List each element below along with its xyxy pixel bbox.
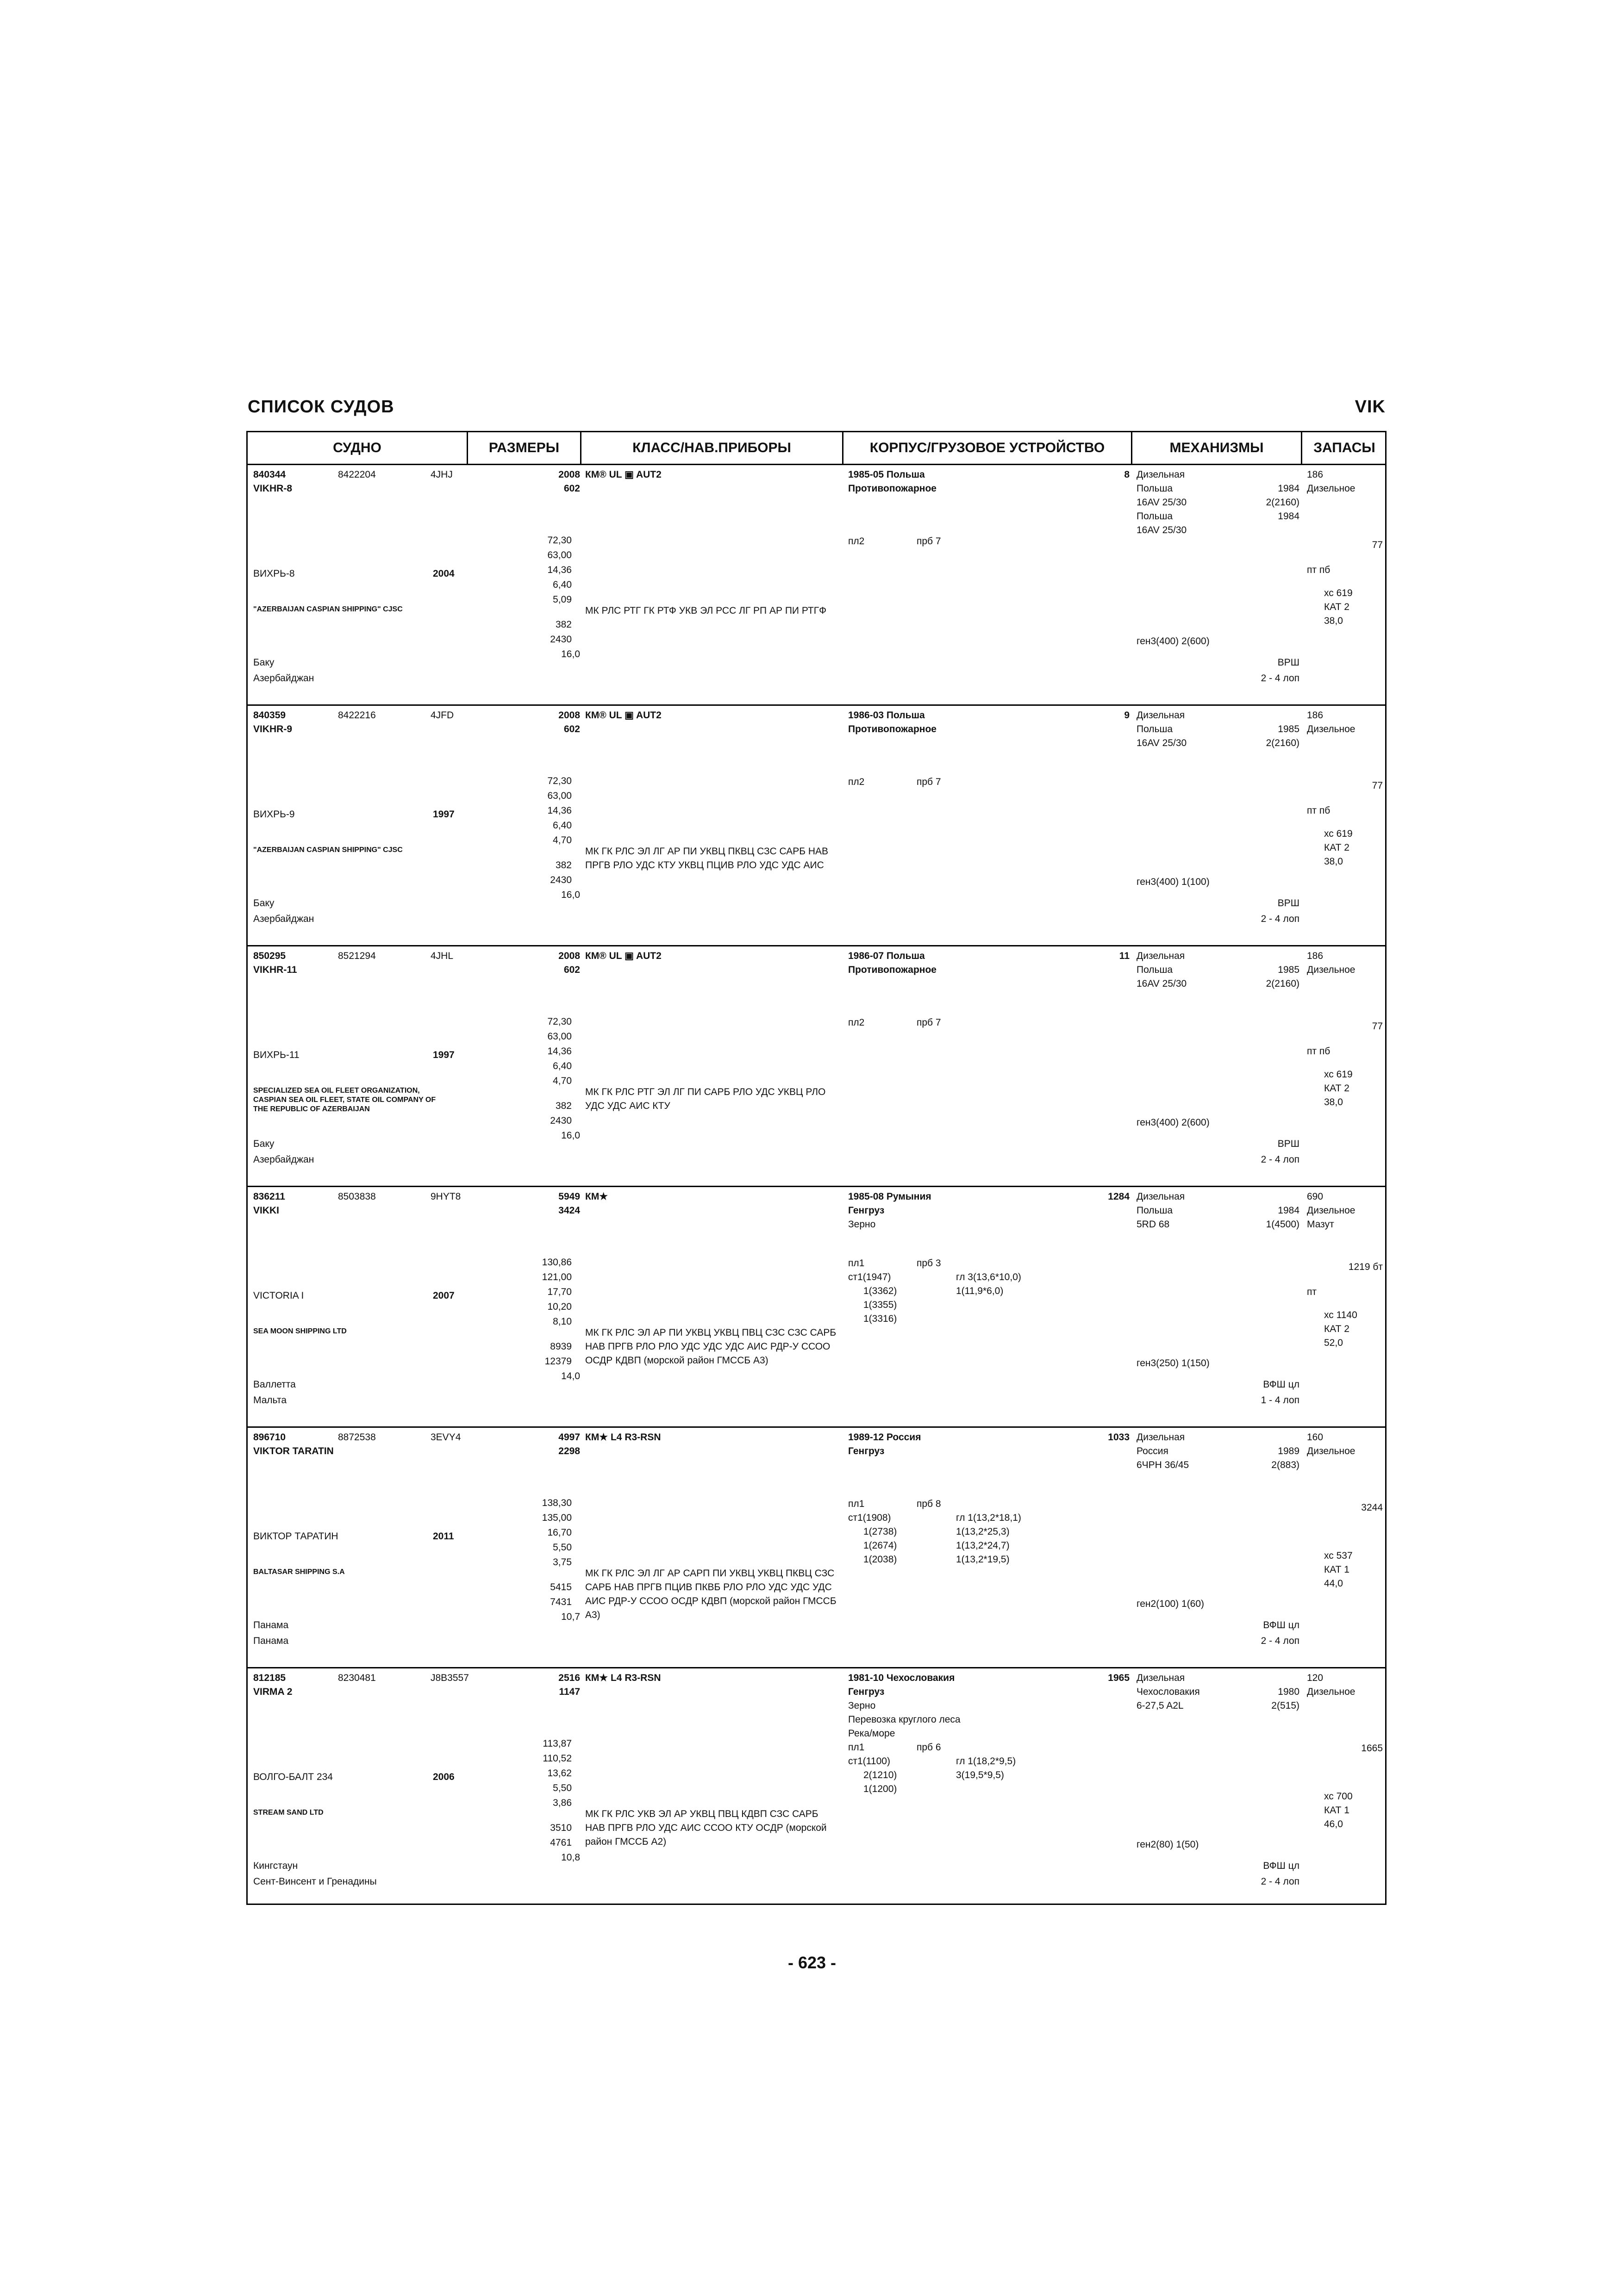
hatch-info: 1(2038) [863, 1554, 897, 1565]
capacity-value: 7431 [550, 1597, 572, 1607]
propeller-type: ВФШ цл [1263, 1620, 1299, 1630]
dimension-value: 14,36 [547, 805, 572, 816]
capacity-value: 382 [555, 1101, 572, 1111]
supply-detail: КАТ 2 [1324, 602, 1349, 612]
hull-number: 1965 [1108, 1673, 1130, 1683]
propeller-blades: 2 - 4 лоп [1261, 1636, 1299, 1646]
supply-detail: 38,0 [1324, 1097, 1343, 1108]
class-notation: КМ® UL ▣ AUT2 [585, 710, 662, 721]
engine-detail: 1980 [1278, 1686, 1299, 1697]
vessel-owner: SPECIALIZED SEA OIL FLEET ORGANIZATION, CASPIAN SEA OIL FLEET, STATE OIL COMPANY OF THE REPUBLIC OF AZERBAIJAN [253, 1087, 436, 1113]
dimension-value: 72,30 [547, 535, 572, 546]
engine-info: Дизельная [1137, 1191, 1185, 1202]
deadweight: 2008 [558, 469, 580, 480]
deadweight: 2516 [558, 1673, 580, 1683]
capacity-value: 2430 [550, 634, 572, 645]
hatch-info: пл2 [848, 777, 865, 787]
supply-detail: 46,0 [1324, 1819, 1343, 1829]
engine-detail: 1989 [1278, 1446, 1299, 1456]
hatch-info: ст1(1100) [848, 1756, 890, 1767]
imo-number: 8521294 [338, 951, 376, 961]
hatch-size: прб 8 [917, 1499, 941, 1509]
home-port: Валлетта [253, 1379, 296, 1390]
engine-info: Польша [1137, 511, 1173, 522]
supply-detail: КАТ 1 [1324, 1564, 1349, 1575]
hatch-size: прб 7 [917, 777, 941, 787]
supply-type: пт [1307, 1287, 1317, 1297]
propeller-type: ВФШ цл [1263, 1379, 1299, 1390]
build-year-country: 1986-07 Польша [848, 951, 925, 961]
hatch-size: прб 7 [917, 1017, 941, 1028]
capacity-value: 16,0 [561, 1130, 580, 1141]
home-port: Баку [253, 657, 275, 668]
vessel-year: 2007 [433, 1290, 455, 1301]
home-port: Баку [253, 1139, 275, 1149]
supply-info: Дизельное [1307, 1205, 1355, 1216]
supply-type: пт пб [1307, 565, 1330, 575]
engine-detail: 2(515) [1271, 1700, 1299, 1711]
gross-tonnage: 602 [563, 483, 580, 494]
deadweight: 2008 [558, 951, 580, 961]
class-notation: КМ® UL ▣ AUT2 [585, 469, 662, 480]
supply-detail: КАТ 2 [1324, 1324, 1349, 1334]
hatch-info: 1(2738) [863, 1526, 897, 1537]
engine-info: Дизельная [1137, 469, 1185, 480]
vessel-type: Генгруз [848, 1686, 885, 1697]
gross-tonnage: 1147 [559, 1686, 580, 1697]
capacity-value: 10,8 [561, 1852, 580, 1863]
supply-info: 120 [1307, 1673, 1324, 1683]
supply-detail: 52,0 [1324, 1338, 1343, 1348]
flag-country: Панама [253, 1636, 289, 1646]
dimension-value: 110,52 [543, 1753, 572, 1764]
column-header-machinery: МЕХАНИЗМЫ [1132, 432, 1302, 464]
vessel-owner: "AZERBAIJAN CASPIAN SHIPPING" CJSC [253, 846, 403, 854]
supply-info: 186 [1307, 469, 1324, 480]
propeller-blades: 2 - 4 лоп [1261, 673, 1299, 684]
build-year-country: 1989-12 Россия [848, 1432, 921, 1443]
registry-number: 812185 [253, 1673, 286, 1683]
vessel-name: VIKHR-9 [253, 724, 293, 734]
dimension-value: 4,70 [553, 1076, 572, 1086]
call-sign: 9HYT8 [431, 1191, 461, 1202]
dimension-value: 16,70 [547, 1527, 572, 1538]
registry-number: 896710 [253, 1432, 286, 1443]
generators: ген3(400) 2(600) [1137, 636, 1210, 647]
vessel-name: VIKHR-11 [253, 964, 297, 975]
supply-info: 186 [1307, 710, 1324, 721]
vessel-year: 1997 [433, 1050, 455, 1060]
vessel-year: 2004 [433, 568, 455, 579]
vessel-type: Генгруз [848, 1205, 885, 1216]
imo-number: 8422216 [338, 710, 376, 721]
hatch-info: 1(3355) [863, 1300, 897, 1310]
dimension-value: 14,36 [547, 565, 572, 575]
dimension-value: 4,70 [553, 835, 572, 846]
dimension-value: 72,30 [547, 1016, 572, 1027]
capacity-value: 2430 [550, 1115, 572, 1126]
engine-info: 16AV 25/30 [1137, 525, 1187, 535]
hatch-info: 1(2674) [863, 1540, 897, 1551]
vessel-name: VIRMA 2 [253, 1686, 293, 1697]
engine-info: Дизельная [1137, 710, 1185, 721]
column-header-dimensions: РАЗМЕРЫ [468, 432, 581, 464]
call-sign: 3EVY4 [431, 1432, 461, 1443]
capacity-value: 382 [555, 619, 572, 630]
hatch-info: 1(3316) [863, 1313, 897, 1324]
table-row [248, 1668, 1385, 1909]
dimension-value: 63,00 [547, 790, 572, 801]
engine-info: 16AV 25/30 [1137, 978, 1187, 989]
dimension-value: 113,87 [543, 1738, 572, 1749]
generators: ген3(400) 1(100) [1137, 877, 1210, 887]
class-notation: КМ★ [585, 1191, 608, 1202]
propeller-type: ВФШ цл [1263, 1860, 1299, 1871]
generators: ген2(100) 1(60) [1137, 1599, 1205, 1609]
vessel-name: VIKHR-8 [253, 483, 293, 494]
dimension-value: 138,30 [542, 1498, 572, 1508]
vessel-owner: "AZERBAIJAN CASPIAN SHIPPING" CJSC [253, 605, 403, 613]
supply-detail: хс 619 [1324, 1069, 1353, 1080]
engine-detail: 2(2160) [1266, 978, 1299, 989]
engine-info: Россия [1137, 1446, 1168, 1456]
hatch-size: прб 6 [917, 1742, 941, 1753]
engine-detail: 1984 [1278, 483, 1299, 494]
hatch-size: 1(13,2*24,7) [956, 1540, 1010, 1551]
dimension-value: 14,36 [547, 1046, 572, 1057]
dimension-value: 10,20 [547, 1301, 572, 1312]
supply-detail: хс 1140 [1324, 1310, 1357, 1320]
navigation-equipment: МК ГК РЛС УКВ ЭЛ АР УКВЦ ПВЦ КДВП СЗС САРБ НАВ ПРГВ РЛО УДС АИС ССОО КТУ ОСДР (морской район ГМССБ А2) [585, 1809, 827, 1847]
dimension-value: 6,40 [553, 1061, 572, 1071]
gross-tonnage: 602 [563, 964, 580, 975]
propeller-blades: 2 - 4 лоп [1261, 1154, 1299, 1165]
engine-detail: 1984 [1278, 1205, 1299, 1216]
vessel-year: 2006 [433, 1772, 455, 1782]
dimension-value: 135,00 [542, 1512, 572, 1523]
navigation-equipment: МК ГК РЛС ЭЛ АР ПИ УКВЦ УКВЦ ПВЦ СЗС СЗС САРБ НАВ ПРГВ РЛО РЛО УДС УДС УДС АИС РДР-У ССОО ОСДР КДВП (морской район ГМССБ А3) [585, 1327, 837, 1366]
engine-info: Польша [1137, 964, 1173, 975]
capacity-value: 5415 [550, 1582, 572, 1593]
hatch-size: 1(11,9*6,0) [956, 1286, 1004, 1296]
engine-info: Дизельная [1137, 1673, 1185, 1683]
propeller-blades: 2 - 4 лоп [1261, 914, 1299, 924]
engine-info: 5RD 68 [1137, 1219, 1170, 1230]
engine-detail: 1(4500) [1266, 1219, 1299, 1230]
imo-number: 8422204 [338, 469, 376, 480]
column-header-vessel: СУДНО [248, 432, 468, 464]
propeller-type: ВРШ [1277, 898, 1299, 908]
capacity-value: 3510 [550, 1823, 572, 1833]
supply-detail: 38,0 [1324, 616, 1343, 626]
supply-detail: 38,0 [1324, 856, 1343, 867]
capacity-value: 382 [555, 860, 572, 871]
supply-detail: КАТ 2 [1324, 842, 1349, 853]
navigation-equipment: МК РЛС РТГ ГК РТФ УКВ ЭЛ РСС ЛГ РП АР ПИ РТГФ [585, 605, 827, 616]
page-title: СПИСОК СУДОВ [248, 397, 394, 417]
vessel-type: Противопожарное [848, 964, 937, 975]
build-year-country: 1986-03 Польша [848, 710, 925, 721]
dimension-value: 5,50 [553, 1783, 572, 1793]
capacity-value: 10,7 [561, 1612, 580, 1622]
propeller-blades: 1 - 4 лоп [1261, 1395, 1299, 1406]
build-year-country: 1985-05 Польша [848, 469, 925, 480]
vessel-type: Противопожарное [848, 724, 937, 734]
column-header-class: КЛАСС/НАВ.ПРИБОРЫ [581, 432, 843, 464]
supply-info: Дизельное [1307, 1446, 1355, 1456]
generators: ген3(400) 2(600) [1137, 1117, 1210, 1128]
supply-info: 160 [1307, 1432, 1324, 1443]
dimension-value: 8,10 [553, 1316, 572, 1327]
dimension-value: 5,50 [553, 1542, 572, 1553]
hull-number: 1033 [1108, 1432, 1130, 1443]
capacity-value: 2430 [550, 875, 572, 885]
vessel-former-name: ВОЛГО-БАЛТ 234 [253, 1772, 333, 1782]
cargo-note: Перевозка круглого леса [848, 1714, 961, 1725]
vessel-name: VIKTOR TARATIN [253, 1446, 334, 1456]
column-header-hull: КОРПУС/ГРУЗОВОЕ УСТРОЙСТВО [843, 432, 1132, 464]
navigation-equipment: МК ГК РЛС РТГ ЭЛ ЛГ ПИ САРБ РЛО УДС УКВЦ РЛО УДС УДС АИС КТУ [585, 1087, 826, 1111]
engine-detail: 2(883) [1271, 1460, 1299, 1470]
vessel-owner: STREAM SAND LTD [253, 1809, 324, 1817]
hull-number: 9 [1124, 710, 1130, 721]
engine-info: 16AV 25/30 [1137, 738, 1187, 748]
table-row [248, 946, 1385, 1187]
flag-country: Азербайджан [253, 914, 314, 924]
supply-volume: 1219 бт [1348, 1262, 1383, 1272]
home-port: Баку [253, 898, 275, 908]
hatch-size: гл 3(13,6*10,0) [956, 1272, 1021, 1282]
call-sign: J8B3557 [431, 1673, 469, 1683]
page-index-code: VIK [1355, 397, 1386, 417]
navigation-equipment: МК ГК РЛС ЭЛ ЛГ АР ПИ УКВЦ ПКВЦ СЗС САРБ НАВ ПРГВ РЛО УДС КТУ УКВЦ ПЦИВ РЛО УДС УДС АИС [585, 846, 829, 871]
registry-number: 850295 [253, 951, 286, 961]
flag-country: Сент-Винсент и Гренадины [253, 1876, 377, 1887]
capacity-value: 12379 [544, 1356, 572, 1367]
capacity-value: 16,0 [561, 890, 580, 900]
home-port: Панама [253, 1620, 289, 1630]
gross-tonnage: 2298 [558, 1446, 580, 1456]
engine-detail: 1985 [1278, 964, 1299, 975]
propeller-type: ВРШ [1277, 1139, 1299, 1149]
deadweight: 5949 [558, 1191, 580, 1202]
vessel-former-name: ВИКТОР ТАРАТИН [253, 1531, 338, 1542]
hatch-info: пл2 [848, 1017, 865, 1028]
hatch-info: 1(1200) [863, 1784, 897, 1794]
flag-country: Азербайджан [253, 673, 314, 684]
supply-info: Мазут [1307, 1219, 1334, 1230]
home-port: Кингстаун [253, 1860, 298, 1871]
dimension-value: 3,86 [553, 1798, 572, 1808]
engine-info: 16AV 25/30 [1137, 497, 1187, 508]
supply-volume: 77 [1372, 780, 1383, 791]
capacity-value: 16,0 [561, 649, 580, 660]
propeller-type: ВРШ [1277, 657, 1299, 668]
vessel-name: VIKKI [253, 1205, 280, 1216]
hatch-info: пл1 [848, 1742, 865, 1753]
class-notation: КМ® UL ▣ AUT2 [585, 951, 662, 961]
supply-detail: хс 619 [1324, 828, 1353, 839]
call-sign: 4JFD [431, 710, 454, 721]
supply-type: пт пб [1307, 1046, 1330, 1057]
supply-detail: КАТ 1 [1324, 1805, 1349, 1816]
hatch-info: пл2 [848, 536, 865, 547]
hatch-size: гл 1(18,2*9,5) [956, 1756, 1016, 1767]
hull-number: 8 [1124, 469, 1130, 480]
build-year-country: 1985-08 Румыния [848, 1191, 931, 1202]
supply-detail: хс 700 [1324, 1791, 1353, 1802]
deadweight: 4997 [558, 1432, 580, 1443]
supply-detail: хс 619 [1324, 588, 1353, 598]
hull-number: 1284 [1108, 1191, 1130, 1202]
call-sign: 4JHJ [431, 469, 453, 480]
dimension-value: 13,62 [547, 1768, 572, 1779]
engine-info: Чехословакия [1137, 1686, 1200, 1697]
vessel-owner: SEA MOON SHIPPING LTD [253, 1327, 347, 1335]
engine-info: Польша [1137, 724, 1173, 734]
supply-info: Дизельное [1307, 964, 1355, 975]
vessel-former-name: VICTORIA I [253, 1290, 304, 1301]
cargo-note: Зерно [848, 1700, 876, 1711]
engine-info: Дизельная [1137, 1432, 1185, 1443]
hatch-size: прб 3 [917, 1258, 941, 1269]
engine-detail: 2(2160) [1266, 497, 1299, 508]
engine-info: 6-27,5 A2L [1137, 1700, 1184, 1711]
hatch-info: пл1 [848, 1258, 865, 1269]
dimension-value: 63,00 [547, 550, 572, 560]
navigation-equipment: МК ГК РЛС ЭЛ ЛГ АР САРП ПИ УКВЦ УКВЦ ПКВЦ СЗС САРБ НАВ ПРГВ ПЦИВ ПКВБ РЛО РЛО УДС УДС УДС АИС РДР-У ССОО ОСДР КДВП (морской район ГМССБ А3) [585, 1568, 837, 1620]
engine-detail: 2(2160) [1266, 738, 1299, 748]
hatch-info: 1(3362) [863, 1286, 897, 1296]
generators: ген2(80) 1(50) [1137, 1839, 1199, 1850]
hatch-info: 2(1210) [863, 1770, 897, 1780]
supply-volume: 77 [1372, 540, 1383, 550]
imo-number: 8503838 [338, 1191, 376, 1202]
generators: ген3(250) 1(150) [1137, 1358, 1210, 1369]
flag-country: Мальта [253, 1395, 287, 1406]
ship-table [246, 431, 1387, 1905]
hatch-info: ст1(1908) [848, 1512, 891, 1523]
dimension-value: 63,00 [547, 1031, 572, 1042]
capacity-value: 4761 [550, 1837, 572, 1848]
supply-detail: КАТ 2 [1324, 1083, 1349, 1094]
engine-detail: 1984 [1278, 511, 1299, 522]
hatch-info: пл1 [848, 1499, 865, 1509]
call-sign: 4JHL [431, 951, 454, 961]
dimension-value: 5,09 [553, 594, 572, 605]
page-number: - 623 - [787, 1953, 837, 1972]
dimension-value: 130,86 [542, 1257, 572, 1268]
engine-info: 6ЧРН 36/45 [1137, 1460, 1189, 1470]
registry-number: 840359 [253, 710, 286, 721]
engine-detail: 1985 [1278, 724, 1299, 734]
class-notation: КМ★ L4 R3-RSN [585, 1432, 661, 1443]
column-header-supplies: ЗАПАСЫ [1313, 440, 1375, 455]
cargo-note: Река/море [848, 1728, 895, 1739]
vessel-former-name: ВИХРЬ-8 [253, 568, 295, 579]
engine-info: Дизельная [1137, 951, 1185, 961]
imo-number: 8230481 [338, 1673, 376, 1683]
propeller-blades: 2 - 4 лоп [1261, 1876, 1299, 1887]
hull-number: 11 [1119, 951, 1130, 961]
gross-tonnage: 602 [563, 724, 580, 734]
imo-number: 8872538 [338, 1432, 376, 1443]
hatch-size: 1(13,2*19,5) [956, 1554, 1010, 1565]
hatch-size: гл 1(13,2*18,1) [956, 1512, 1021, 1523]
dimension-value: 6,40 [553, 579, 572, 590]
vessel-former-name: ВИХРЬ-11 [253, 1050, 300, 1060]
vessel-year: 2011 [433, 1531, 454, 1542]
capacity-value: 8939 [550, 1341, 572, 1352]
vessel-type: Генгруз [848, 1446, 885, 1456]
supply-info: Дизельное [1307, 724, 1355, 734]
registry-number: 840344 [253, 469, 286, 480]
supply-type: пт пб [1307, 805, 1330, 816]
supply-detail: 44,0 [1324, 1578, 1343, 1589]
supply-volume: 77 [1372, 1021, 1383, 1032]
engine-info: Польша [1137, 483, 1173, 494]
dimension-value: 121,00 [542, 1272, 572, 1282]
vessel-year: 1997 [433, 809, 455, 820]
deadweight: 2008 [558, 710, 580, 721]
cargo-note: Зерно [848, 1219, 876, 1230]
hatch-size: 3(19,5*9,5) [956, 1770, 1004, 1780]
flag-country: Азербайджан [253, 1154, 314, 1165]
vessel-former-name: ВИХРЬ-9 [253, 809, 295, 820]
table-row [248, 465, 1385, 706]
capacity-value: 14,0 [561, 1371, 580, 1381]
supply-info: 186 [1307, 951, 1324, 961]
hatch-info: ст1(1947) [848, 1272, 891, 1282]
registry-number: 836211 [253, 1191, 285, 1202]
dimension-value: 17,70 [547, 1287, 572, 1297]
engine-info: Польша [1137, 1205, 1173, 1216]
gross-tonnage: 3424 [558, 1205, 580, 1216]
hatch-size: прб 7 [917, 536, 941, 547]
dimension-value: 3,75 [553, 1557, 572, 1568]
vessel-type: Противопожарное [848, 483, 937, 494]
table-row [248, 706, 1385, 946]
build-year-country: 1981-10 Чехословакия [848, 1673, 955, 1683]
supply-volume: 3244 [1361, 1502, 1383, 1513]
supply-volume: 1665 [1361, 1743, 1383, 1754]
supply-detail: хс 537 [1324, 1550, 1353, 1561]
hatch-size: 1(13,2*25,3) [956, 1526, 1010, 1537]
supply-info: Дизельное [1307, 483, 1355, 494]
class-notation: КМ★ L4 R3-RSN [585, 1673, 661, 1683]
vessel-owner: BALTASAR SHIPPING S.A [253, 1568, 345, 1576]
supply-info: Дизельное [1307, 1686, 1355, 1697]
dimension-value: 6,40 [553, 820, 572, 831]
table-row [248, 1187, 1385, 1428]
table-row [248, 1428, 1385, 1668]
supply-info: 690 [1307, 1191, 1324, 1202]
dimension-value: 72,30 [547, 776, 572, 786]
